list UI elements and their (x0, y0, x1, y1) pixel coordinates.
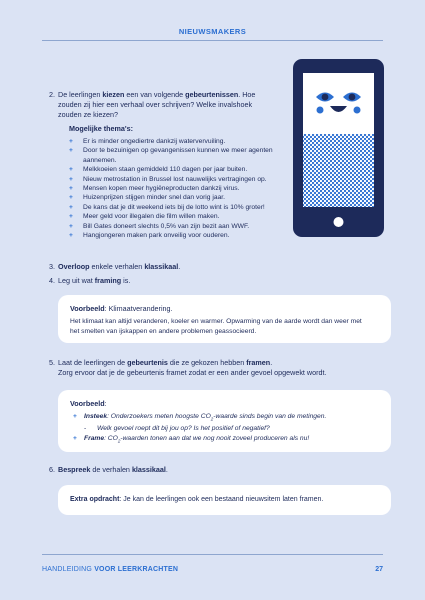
step-6-number: 6. (49, 465, 55, 474)
step-6-line (58, 465, 168, 475)
step-6 (49, 465, 168, 475)
example-card-framing (58, 390, 391, 452)
step-4-number: 4. (49, 276, 55, 285)
footer-part-2: VOOR LEERKRACHTEN (94, 566, 179, 573)
text: Leg uit wat (58, 276, 95, 285)
text: een van volgende (124, 90, 186, 99)
text: is. (121, 276, 131, 285)
text: -waarde sinds begin van de metingen. (213, 413, 327, 421)
page-header-title: NIEUWSMAKERS (178, 27, 247, 36)
bold-text: framing (94, 276, 122, 285)
list-item: + Hangjongeren maken park onveilig voor ouderen. (69, 231, 284, 240)
text: enkele verhalen (89, 262, 145, 271)
text: Laat de leerlingen de (58, 358, 128, 367)
card-item-insteek (70, 412, 379, 424)
example-card-climate (58, 295, 391, 343)
bold-text: framen (246, 358, 271, 367)
subscript: 2 (117, 437, 121, 443)
list-item: + Door te bezuinigen op gevangenissen kunnen we meer agenten aannemen. (69, 146, 284, 165)
card-text (70, 495, 379, 504)
bold-text: klassikaal (131, 465, 166, 474)
list-item: + Er is minder ongediertre dankzij watervervuiling. (69, 137, 284, 146)
list-item: + Meer geld voor illegalen die film willen maken. (69, 212, 284, 221)
text: : CO (104, 434, 118, 442)
step-4 (49, 276, 131, 286)
text: De leerlingen (58, 90, 103, 99)
text: . Hoe (238, 90, 256, 99)
step-2-line-3: zouden ze kiezen? (58, 110, 118, 119)
footer-rule (42, 554, 383, 555)
page-number: 27 (375, 566, 383, 573)
card-line-2: het smelten van ijskappen en andere problemen geassocieerd. (70, 327, 257, 335)
step-5-line-1 (58, 358, 327, 368)
item-label: Frame (84, 434, 105, 442)
list-item: + Bill Gates doneert slechts 0,5% van zijn bezit aan WWF. (69, 222, 284, 231)
step-2 (49, 90, 256, 120)
card-heading (70, 399, 379, 408)
card-colon: : (104, 399, 107, 408)
card-label-rest: : Klimaatverandering. (104, 304, 173, 313)
text: Welk gevoel roept dit bij jou op? Is het positief of negatief? (97, 425, 270, 433)
step-5 (49, 358, 327, 378)
text: : Onderzoekers meten hoogste CO (107, 413, 211, 421)
text: die ze gekozen hebben (167, 358, 247, 367)
list-item: + Nieuw metrostation in Brussel lost nauwelijks vertragingen op. (69, 175, 284, 184)
themes-list (69, 137, 284, 240)
step-3-line (58, 262, 180, 272)
list-item: + Mensen kopen meer hygiëneproducten dankzij virus. (69, 184, 284, 193)
card-label: Voorbeeld (70, 304, 105, 313)
step-5-number: 5. (49, 358, 55, 367)
bold-text: klassikaal (144, 262, 179, 271)
themes-title: Mogelijke thema's: (69, 124, 134, 133)
text: . (270, 358, 273, 367)
step-3-number: 3. (49, 262, 55, 271)
card-line-1: Het klimaat kan altijd veranderen, koeler en warmer. Opwarming van de aarde wordt dan weer met (70, 318, 362, 326)
card-sub-item (70, 424, 379, 433)
list-item: + Huizenprijzen stijgen minder snel dan vorig jaar. (69, 193, 284, 202)
plus-icon: + (73, 434, 77, 442)
step-5-line-2: Zorg ervoor dat je de gebeurtenis framet zodat er een ander gevoel opgewekt wordt. (58, 368, 327, 377)
step-4-line (58, 276, 130, 286)
text: . (178, 262, 181, 271)
footer-title (42, 566, 178, 573)
list-item: + De kans dat je dit weekend iets bij de lotto wint is 10% groter! (69, 203, 284, 212)
text: : Je kan de leerlingen ook een bestaand nieuwsitem laten framen. (119, 496, 324, 503)
extra-assignment-card (58, 485, 391, 515)
card-heading (70, 304, 379, 313)
text: . (165, 465, 168, 474)
step-2-number: 2. (49, 90, 55, 99)
footer-part-1: HANDLEIDING (42, 566, 95, 573)
bold-text: Overloop (58, 262, 90, 271)
plus-icon: + (73, 413, 77, 421)
list-item: + Melkkoeien staan gemiddeld 110 dagen per jaar buiten. (69, 165, 284, 174)
step-3 (49, 262, 181, 272)
text: de verhalen (90, 465, 132, 474)
phone-illustration-icon (292, 58, 385, 238)
bold-text: kiezen (102, 90, 125, 99)
card-label: Voorbeeld (70, 399, 105, 408)
dash-icon: - (84, 425, 87, 433)
card-item-frame (70, 434, 379, 446)
item-label: Insteek (84, 413, 108, 421)
text: -waarden tonen aan dat we nog nooit zoveel produceren als nu! (120, 434, 310, 442)
bold-text: Bespreek (58, 465, 91, 474)
step-2-line-1 (58, 90, 255, 100)
header-rule (42, 40, 383, 41)
step-2-line-2: zouden zij hier een verhaal over schrijven? Welke invalshoek (58, 100, 253, 109)
subscript: 2 (210, 416, 214, 422)
card-label: Extra opdracht (70, 496, 120, 503)
bold-text: gebeurtenis (127, 358, 168, 367)
bold-text: gebeurtenissen (185, 90, 239, 99)
